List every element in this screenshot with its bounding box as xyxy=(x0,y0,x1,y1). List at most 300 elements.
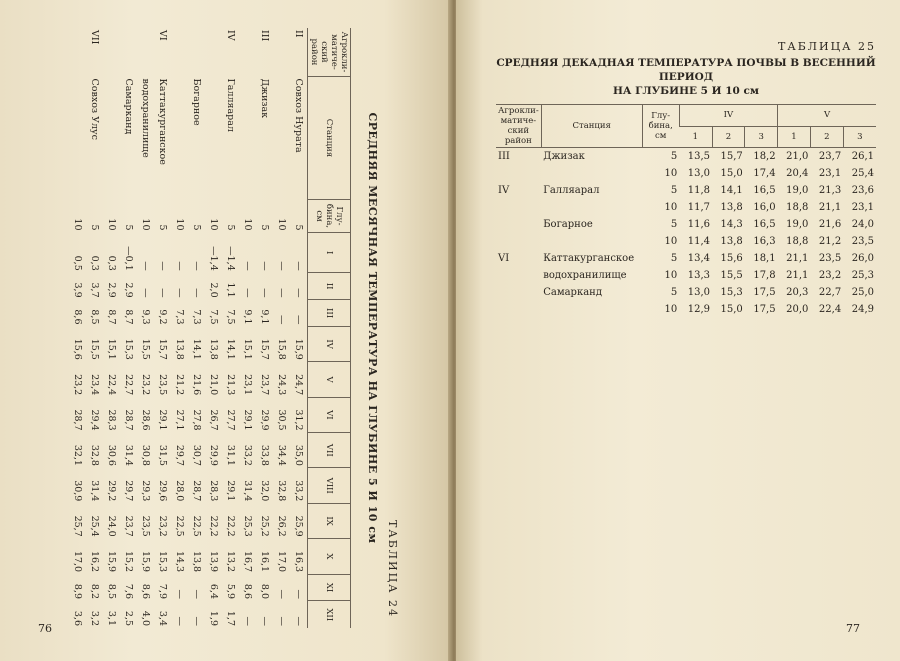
value-cell: 21,1 xyxy=(818,202,842,213)
value-cell: 33,2 xyxy=(293,480,304,502)
value-cell: —0,1 xyxy=(123,246,134,271)
station-cell: Богарное xyxy=(191,78,202,126)
table-row xyxy=(171,28,188,628)
header-month: V xyxy=(308,362,351,397)
value-cell: —1,4 xyxy=(208,246,219,271)
header-month: X xyxy=(308,539,351,574)
region-cell xyxy=(137,28,154,77)
value-cell: 2,9 xyxy=(123,282,134,298)
table-row xyxy=(120,28,137,628)
table-24-body xyxy=(69,28,308,628)
value-cell: 23,5 xyxy=(140,515,151,537)
value-cell: 23,5 xyxy=(851,236,874,247)
value-cell: 8,7 xyxy=(123,309,134,325)
value-cell: 7,5 xyxy=(225,309,236,325)
value-cell: 15,3 xyxy=(157,550,168,573)
header-decade: 2 xyxy=(712,126,745,148)
value-cell: 16,1 xyxy=(259,550,270,573)
station-cell: водохранилище xyxy=(543,270,627,281)
value-cell: — xyxy=(293,314,304,325)
table-25-title xyxy=(496,56,876,98)
value-cell: 18,8 xyxy=(786,202,809,213)
value-cell: 16,2 xyxy=(89,550,100,573)
depth-cell: 10 xyxy=(242,218,253,231)
header-depth: Глу-бина, см xyxy=(308,200,351,233)
value-cell: 15,5 xyxy=(89,338,100,360)
value-cell: 25,0 xyxy=(851,287,874,298)
value-cell: — xyxy=(242,261,253,271)
value-cell: 29,1 xyxy=(157,409,168,431)
table-24-label: ТАБЛИЦА 24 xyxy=(386,520,399,618)
header-month-iv: IV xyxy=(679,105,777,127)
value-cell: 13,3 xyxy=(687,270,710,281)
value-cell: 32,8 xyxy=(89,444,100,466)
value-cell: — xyxy=(242,616,253,626)
value-cell: 13,2 xyxy=(225,550,236,573)
depth-cell: 10 xyxy=(664,304,678,315)
value-cell: 8,6 xyxy=(140,583,151,599)
value-cell: 15,3 xyxy=(720,287,743,298)
value-cell: 25,3 xyxy=(242,515,253,537)
value-cell: — xyxy=(276,616,287,626)
value-cell: — xyxy=(174,589,185,599)
value-cell: 19,0 xyxy=(786,185,809,196)
value-cell: 9,1 xyxy=(259,309,270,325)
value-cell: 2,0 xyxy=(208,282,219,298)
value-cell: 29,4 xyxy=(89,409,100,431)
station-cell: Каттакурганское xyxy=(157,78,168,165)
value-cell: 22,7 xyxy=(123,374,134,396)
region-cell xyxy=(496,267,541,284)
value-cell: — xyxy=(276,589,287,599)
value-cell: 23,2 xyxy=(140,374,151,396)
table-row xyxy=(496,165,876,182)
value-cell: — xyxy=(174,616,185,626)
value-cell: 29,1 xyxy=(225,480,236,502)
value-cell: 7,6 xyxy=(123,583,134,599)
value-cell: — xyxy=(174,261,185,271)
depth-cell: 10 xyxy=(664,202,678,213)
table-row xyxy=(256,28,273,628)
value-cell: 16,3 xyxy=(753,236,776,247)
value-cell: 16,0 xyxy=(753,202,776,213)
value-cell: — xyxy=(293,589,304,599)
value-cell: 14,1 xyxy=(720,185,743,196)
station-cell xyxy=(541,233,642,250)
value-cell: 9,1 xyxy=(242,309,253,325)
region-cell xyxy=(103,28,120,77)
value-cell: — xyxy=(259,261,270,271)
value-cell: 31,4 xyxy=(123,444,134,466)
value-cell: 21,0 xyxy=(208,374,219,396)
value-cell: 32,8 xyxy=(276,480,287,502)
table-row xyxy=(290,28,308,628)
value-cell: 29,9 xyxy=(259,409,270,431)
value-cell: 23,5 xyxy=(157,374,168,396)
region-cell: IV xyxy=(498,185,510,196)
value-cell: 13,8 xyxy=(174,338,185,360)
value-cell: 24,0 xyxy=(851,219,874,230)
value-cell: 28,3 xyxy=(208,480,219,502)
station-cell xyxy=(103,77,120,200)
header-region: Агрокли-матиче-ский район xyxy=(496,105,541,148)
table-row xyxy=(496,148,876,166)
value-cell: 15,1 xyxy=(242,338,253,360)
page-number-right: 77 xyxy=(846,622,860,635)
value-cell: 17,0 xyxy=(72,550,83,573)
value-cell: 2,5 xyxy=(123,610,134,626)
value-cell: 34,4 xyxy=(276,444,287,466)
value-cell: 31,4 xyxy=(89,480,100,502)
value-cell: 15,0 xyxy=(720,168,743,179)
region-cell xyxy=(496,216,541,233)
region-cell xyxy=(188,28,205,77)
value-cell: 18,2 xyxy=(753,151,776,162)
table-25-label: ТАБЛИЦА 25 xyxy=(778,40,876,53)
value-cell: 0,5 xyxy=(72,255,83,271)
station-cell xyxy=(171,77,188,200)
value-cell: 25,4 xyxy=(89,515,100,537)
value-cell: 16,5 xyxy=(753,219,776,230)
value-cell: 22,5 xyxy=(174,515,185,537)
value-cell: 8,2 xyxy=(89,583,100,599)
header-month: III xyxy=(308,300,351,327)
value-cell: 28,7 xyxy=(72,409,83,431)
value-cell: 15,7 xyxy=(157,338,168,360)
value-cell: 28,3 xyxy=(106,409,117,431)
value-cell: 14,3 xyxy=(720,219,743,230)
region-cell: II xyxy=(293,30,304,38)
value-cell: 7,3 xyxy=(191,309,202,325)
region-cell: VII xyxy=(89,30,100,45)
region-cell xyxy=(205,28,222,77)
value-cell: 15,1 xyxy=(106,338,117,360)
value-cell: 23,1 xyxy=(851,202,874,213)
table-row xyxy=(496,199,876,216)
value-cell: 21,2 xyxy=(174,374,185,396)
value-cell: — xyxy=(276,261,287,271)
value-cell: 24,9 xyxy=(851,304,874,315)
table-row xyxy=(496,233,876,250)
value-cell: 11,8 xyxy=(687,185,710,196)
value-cell: 20,0 xyxy=(786,304,809,315)
value-cell: 1,1 xyxy=(225,282,236,298)
value-cell: — xyxy=(276,288,287,298)
value-cell: 17,4 xyxy=(753,168,776,179)
value-cell: 15,5 xyxy=(720,270,743,281)
value-cell: 31,1 xyxy=(225,444,236,466)
value-cell: 13,8 xyxy=(191,550,202,573)
depth-cell: 10 xyxy=(664,270,678,281)
value-cell: 28,6 xyxy=(140,409,151,431)
depth-cell: 10 xyxy=(174,218,185,231)
value-cell: 30,7 xyxy=(191,444,202,466)
value-cell: 22,5 xyxy=(191,515,202,537)
value-cell: 15,9 xyxy=(106,550,117,573)
rotated-table-24 xyxy=(35,28,399,628)
value-cell: 8,6 xyxy=(72,309,83,325)
value-cell: 28,7 xyxy=(123,409,134,431)
header-month: VIII xyxy=(308,468,351,503)
value-cell: 29,7 xyxy=(123,480,134,502)
value-cell: 17,5 xyxy=(753,287,776,298)
station-cell: Джизак xyxy=(259,78,270,119)
value-cell: 13,0 xyxy=(687,287,710,298)
value-cell: — xyxy=(191,616,202,626)
value-cell: 11,4 xyxy=(687,236,710,247)
depth-cell: 10 xyxy=(664,168,678,179)
table-25-header-row-1 xyxy=(496,105,876,127)
value-cell: 35,0 xyxy=(293,444,304,466)
value-cell: 16,7 xyxy=(242,550,253,573)
value-cell: 1,9 xyxy=(208,610,219,626)
value-cell: 22,2 xyxy=(225,515,236,537)
region-cell xyxy=(496,199,541,216)
value-cell: 18,8 xyxy=(786,236,809,247)
station-cell xyxy=(541,199,642,216)
depth-cell: 10 xyxy=(664,236,678,247)
header-month-v: V xyxy=(778,105,876,127)
value-cell: 8,5 xyxy=(89,309,100,325)
value-cell: 28,7 xyxy=(191,480,202,502)
value-cell: 15,2 xyxy=(123,550,134,573)
header-decade: 3 xyxy=(745,126,778,148)
table-row xyxy=(496,284,876,301)
value-cell: — xyxy=(276,314,287,325)
value-cell: 13,8 xyxy=(208,338,219,360)
table-row xyxy=(496,182,876,199)
value-cell: 30,8 xyxy=(140,444,151,466)
value-cell: 31,2 xyxy=(293,409,304,431)
header-month: IX xyxy=(308,503,351,538)
station-cell xyxy=(69,77,86,200)
value-cell: 0,3 xyxy=(106,255,117,271)
value-cell: 7,5 xyxy=(208,309,219,325)
value-cell: 23,7 xyxy=(123,515,134,537)
value-cell: 11,6 xyxy=(687,219,710,230)
header-month: VI xyxy=(308,397,351,432)
table-24-title: СРЕДНЯЯ МЕСЯЧНАЯ ТЕМПЕРАТУРА НА ГЛУБИНЕ 5 И 10 см xyxy=(366,112,379,544)
header-month: IV xyxy=(308,326,351,361)
header-month: I xyxy=(308,233,351,273)
depth-cell: 5 xyxy=(293,224,304,231)
value-cell: 24,0 xyxy=(106,515,117,537)
table-row xyxy=(273,28,290,628)
value-cell: 13,5 xyxy=(687,151,710,162)
value-cell: 23,2 xyxy=(72,374,83,396)
value-cell: 21,6 xyxy=(191,374,202,396)
value-cell: — xyxy=(140,261,151,271)
station-cell: водохранилище xyxy=(140,78,151,158)
value-cell: 31,5 xyxy=(157,444,168,466)
header-decade: 1 xyxy=(679,126,712,148)
value-cell: 31,4 xyxy=(242,480,253,502)
value-cell: 1,7 xyxy=(225,610,236,626)
value-cell: 3,6 xyxy=(72,610,83,626)
value-cell: 30,9 xyxy=(72,480,83,502)
value-cell: 23,5 xyxy=(818,253,842,264)
value-cell: 22,2 xyxy=(208,515,219,537)
table-25-body xyxy=(496,148,876,319)
value-cell: 3,9 xyxy=(72,282,83,298)
depth-cell: 5 xyxy=(89,224,100,231)
value-cell: 2,9 xyxy=(106,282,117,298)
depth-cell: 10 xyxy=(208,218,219,231)
header-region: Агрокли-матиче-ский район xyxy=(308,28,351,77)
value-cell: 8,7 xyxy=(106,309,117,325)
value-cell: 23,1 xyxy=(242,374,253,396)
depth-cell: 10 xyxy=(72,218,83,231)
table-row xyxy=(103,28,120,628)
header-decade: 1 xyxy=(778,126,811,148)
value-cell: 17,5 xyxy=(753,304,776,315)
depth-cell: 5 xyxy=(670,253,678,264)
value-cell: 9,3 xyxy=(140,309,151,325)
value-cell: 33,2 xyxy=(242,444,253,466)
table-25-title-line2: НА ГЛУБИНЕ 5 И 10 см xyxy=(613,85,759,97)
value-cell: 18,1 xyxy=(753,253,776,264)
value-cell: 26,2 xyxy=(276,515,287,537)
depth-cell: 5 xyxy=(123,224,134,231)
value-cell: — xyxy=(293,616,304,626)
depth-cell: 10 xyxy=(140,218,151,231)
table-row xyxy=(239,28,256,628)
value-cell: 21,3 xyxy=(225,374,236,396)
value-cell: 17,0 xyxy=(276,550,287,573)
station-cell: Каттакурганское xyxy=(543,253,635,264)
region-cell xyxy=(496,284,541,301)
value-cell: 29,2 xyxy=(106,480,117,502)
value-cell: 8,0 xyxy=(259,583,270,599)
depth-cell: 5 xyxy=(191,224,202,231)
value-cell: — xyxy=(174,288,185,298)
value-cell: 23,6 xyxy=(851,185,874,196)
value-cell: 9,2 xyxy=(157,309,168,325)
depth-cell: 5 xyxy=(259,224,270,231)
value-cell: 15,6 xyxy=(720,253,743,264)
value-cell: — xyxy=(191,261,202,271)
value-cell: 14,1 xyxy=(225,338,236,360)
station-cell: Галляарал xyxy=(543,185,600,196)
table-row xyxy=(86,28,103,628)
value-cell: 27,7 xyxy=(225,409,236,431)
value-cell: 29,7 xyxy=(174,444,185,466)
table-row xyxy=(496,301,876,318)
value-cell: 23,7 xyxy=(818,151,842,162)
header-month: XI xyxy=(308,574,351,601)
value-cell: 22,4 xyxy=(106,374,117,396)
station-cell: Совхоз Нурата xyxy=(293,78,304,153)
value-cell: 0,3 xyxy=(89,255,100,271)
depth-cell: 10 xyxy=(106,218,117,231)
region-cell xyxy=(120,28,137,77)
value-cell: 27,1 xyxy=(174,409,185,431)
table-row xyxy=(496,267,876,284)
right-page xyxy=(456,0,900,661)
value-cell: 28,0 xyxy=(174,480,185,502)
value-cell: 29,1 xyxy=(242,409,253,431)
table-row xyxy=(496,216,876,233)
value-cell: —1,4 xyxy=(225,246,236,271)
table-24-header-row xyxy=(308,28,351,628)
value-cell: 24,3 xyxy=(276,374,287,396)
value-cell: 22,4 xyxy=(818,304,842,315)
value-cell: 16,3 xyxy=(293,550,304,573)
region-cell: III xyxy=(498,151,510,162)
value-cell: 29,6 xyxy=(157,480,168,502)
page-number-left: 76 xyxy=(38,622,52,635)
value-cell: 25,9 xyxy=(293,515,304,537)
region-cell: VI xyxy=(498,253,510,264)
station-cell: Богарное xyxy=(543,219,593,230)
value-cell: 25,3 xyxy=(851,270,874,281)
value-cell: 8,5 xyxy=(106,583,117,599)
region-cell: IV xyxy=(225,30,236,41)
value-cell: 16,5 xyxy=(753,185,776,196)
value-cell: 30,5 xyxy=(276,409,287,431)
value-cell: 23,7 xyxy=(259,374,270,396)
value-cell: 15,3 xyxy=(123,338,134,360)
value-cell: 33,8 xyxy=(259,444,270,466)
header-station: Станция xyxy=(308,77,351,200)
value-cell: 21,2 xyxy=(818,236,842,247)
station-cell: Совхоз Улус xyxy=(89,78,100,140)
value-cell: 15,8 xyxy=(276,338,287,360)
depth-cell: 5 xyxy=(670,219,678,230)
table-25-title-line1: СРЕДНЯЯ ДЕКАДНАЯ ТЕМПЕРАТУРА ПОЧВЫ В ВЕСЕННИЙ ПЕРИОД xyxy=(496,57,876,83)
value-cell: 25,4 xyxy=(851,168,874,179)
table-row xyxy=(137,28,154,628)
value-cell: — xyxy=(293,261,304,271)
value-cell: 29,9 xyxy=(208,444,219,466)
header-decade: 2 xyxy=(810,126,843,148)
value-cell: 3,1 xyxy=(106,610,117,626)
value-cell: 23,1 xyxy=(818,168,842,179)
station-cell: Джизак xyxy=(543,151,585,162)
value-cell: 6,4 xyxy=(208,583,219,599)
value-cell: — xyxy=(157,288,168,298)
table-row xyxy=(188,28,205,628)
depth-cell: 5 xyxy=(670,185,678,196)
station-cell: Самарканд xyxy=(543,287,602,298)
table-25-block xyxy=(496,40,876,318)
value-cell: 29,3 xyxy=(140,480,151,502)
value-cell: 15,0 xyxy=(720,304,743,315)
value-cell: 21,1 xyxy=(786,270,809,281)
value-cell: — xyxy=(259,288,270,298)
table-row xyxy=(154,28,171,628)
value-cell: 15,5 xyxy=(140,338,151,360)
value-cell: — xyxy=(191,288,202,298)
value-cell: 15,6 xyxy=(72,338,83,360)
value-cell: 8,9 xyxy=(72,583,83,599)
value-cell: 3,2 xyxy=(89,610,100,626)
value-cell: 8,6 xyxy=(242,583,253,599)
region-cell: III xyxy=(259,30,270,42)
value-cell: — xyxy=(242,288,253,298)
depth-cell: 5 xyxy=(670,151,678,162)
table-row xyxy=(69,28,86,628)
value-cell: 23,4 xyxy=(89,374,100,396)
value-cell: 26,0 xyxy=(851,253,874,264)
header-month: XII xyxy=(308,601,351,628)
header-decade: 3 xyxy=(843,126,876,148)
depth-cell: 5 xyxy=(157,224,168,231)
value-cell: 5,9 xyxy=(225,583,236,599)
value-cell: — xyxy=(259,616,270,626)
table-row xyxy=(205,28,222,628)
value-cell: 15,7 xyxy=(720,151,743,162)
